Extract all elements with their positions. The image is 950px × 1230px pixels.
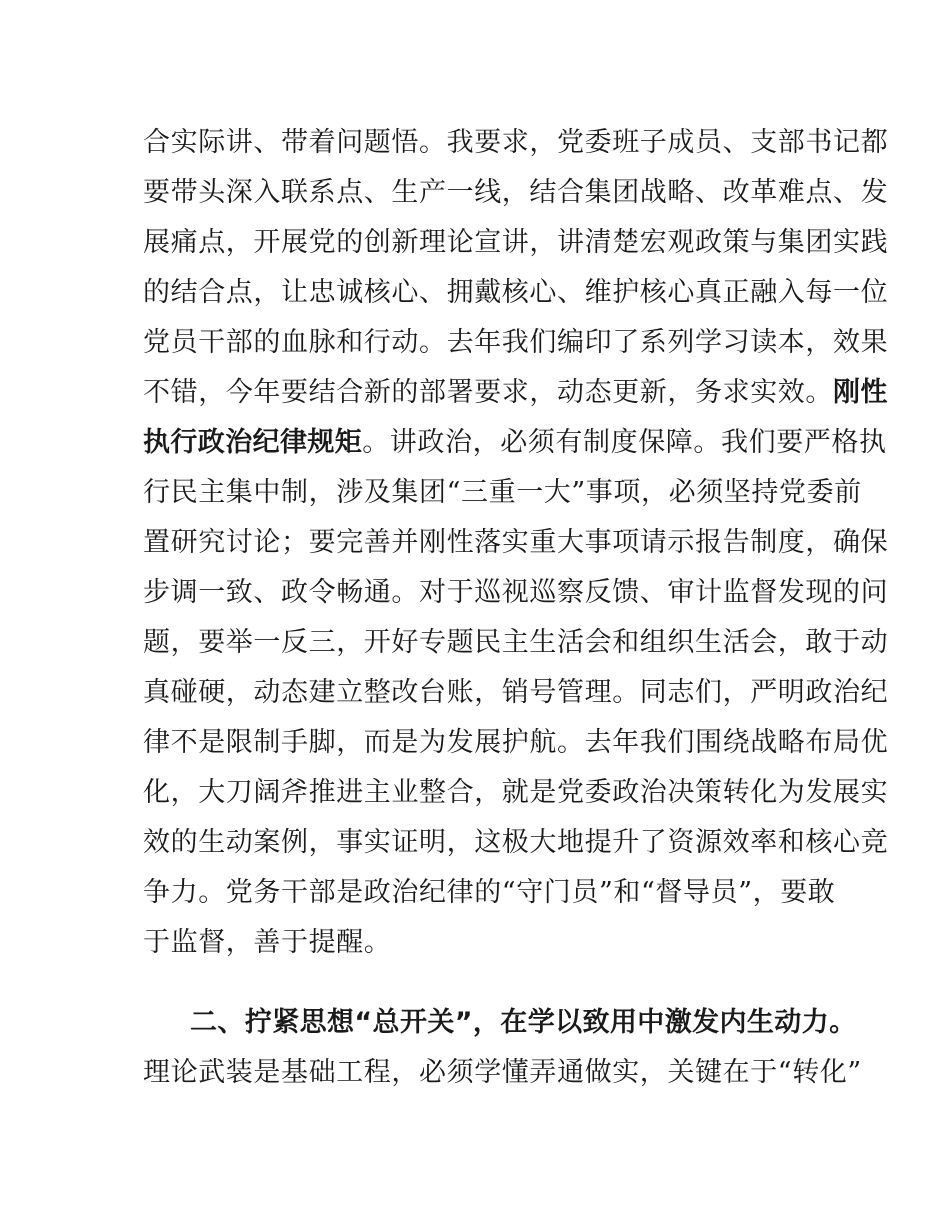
section-heading: 二、拧紧思想“总开关”，在学以致用中激发内生动力。 [190,1007,857,1038]
text-span: 不错，今年要结合新的部署要求，动态更新，务求实效。 [143,377,833,408]
text-line: 题，要举一反三，开好专题民主生活会和组织生活会，敢于动 [143,627,889,658]
text-line: 步调一致、政令畅通。对于巡视巡察反馈、审计监督发现的问 [143,577,889,608]
emphasis-text: 执行政治纪律规矩 [143,427,363,458]
text-line: 要带头深入联系点、生产一线，结合集团战略、改革难点、发 [143,177,889,208]
text-line: 置研究讨论；要完善并刚性落实重大事项请示报告制度，确保 [143,527,889,558]
text-span: 。讲政治，必须有制度保障。我们要严格执 [362,427,887,458]
text-line [143,418,887,468]
text-line: 的结合点，让忠诚核心、拥戴核心、维护核心真正融入每一位 [143,277,889,308]
text-line [143,368,888,418]
text-line: 合实际讲、带着问题悟。我要求，党委班子成员、支部书记都 [143,127,889,158]
emphasis-text: 刚性 [833,377,888,408]
text-line: 化，大刀阔斧推进主业整合，就是党委政治决策转化为发展实 [143,777,889,808]
text-line: 展痛点，开展党的创新理论宣讲，讲清楚宏观政策与集团实践 [143,227,889,258]
text-line: 律不是限制手脚，而是为发展护航。去年我们围绕战略布局优 [143,727,889,758]
text-line: 理论武装是基础工程，必须学懂弄通做实，关键在于“转化” [143,1057,862,1088]
text-line: 党员干部的血脉和行动。去年我们编印了系列学习读本，效果 [143,327,889,358]
text-line: 效的生动案例，事实证明，这极大地提升了资源效率和核心竞 [143,827,889,858]
text-line: 行民主集中制，涉及集团“三重一大”事项，必须坚持党委前 [143,477,862,508]
text-line: 真碰硬，动态建立整改台账，销号管理。同志们，严明政治纪 [143,677,889,708]
text-line: 于监督，善于提醒。 [143,927,392,958]
text-line: 争力。党务干部是政治纪律的“守门员”和“督导员”，要敢 [143,877,836,908]
